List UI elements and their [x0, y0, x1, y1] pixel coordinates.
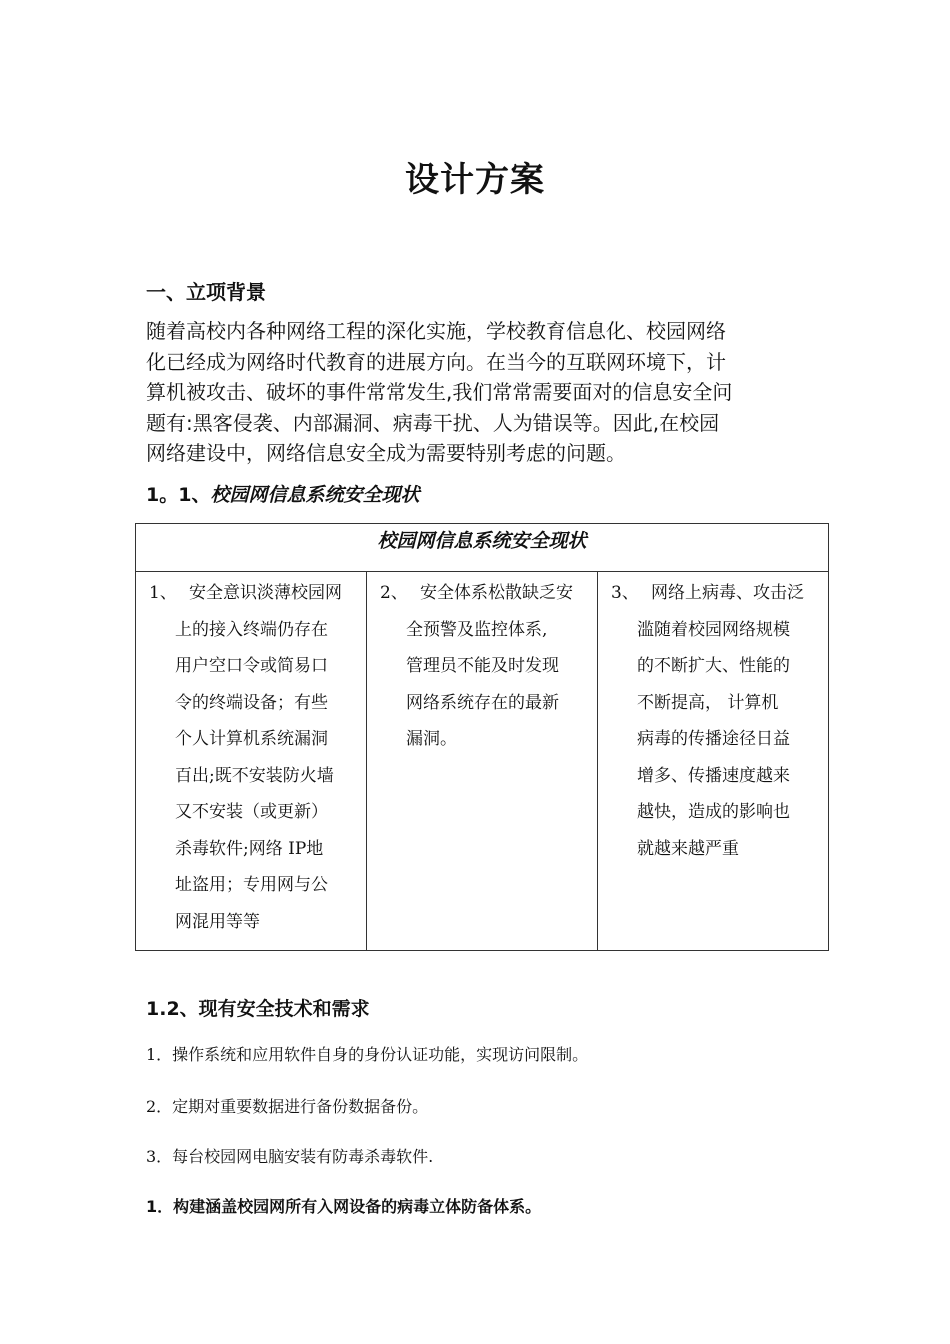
- paragraph-line: 随着高校内各种网络工程的深化实施，学校教育信息化、校园网络: [146, 319, 726, 343]
- list-item: 2．定期对重要数据进行备份数据备份。: [146, 1097, 429, 1116]
- table-cell: [136, 572, 367, 951]
- requirement-item: 1．构建涵盖校园网所有入网设备的病毒立体防备体系。: [146, 1197, 542, 1216]
- cell-line: 上的接入终端仍存在: [175, 619, 328, 640]
- cell-line: 个人计算机系统漏洞: [175, 729, 328, 749]
- item-number: 1、: [149, 583, 177, 603]
- cell-line: 就越来越严重: [637, 838, 739, 859]
- cell-line: 令的终端设备；有些: [175, 692, 328, 713]
- cell-line: 安全体系松散缺乏安: [420, 583, 573, 603]
- cell-line: 址盗用；专用网与公: [175, 875, 328, 895]
- background-paragraph: [146, 316, 818, 469]
- section-heading-1-2: 1.2、现有安全技术和需求: [146, 998, 370, 1020]
- paragraph-line: 网络建设中，网络信息安全成为需要特别考虑的问题。: [146, 441, 626, 465]
- cell-line: 滥随着校园网络规模: [637, 619, 790, 640]
- table-cell: [367, 572, 598, 951]
- item-number: 2、: [380, 583, 408, 603]
- cell-line: 不断提高， 计算机: [637, 692, 779, 713]
- section-heading-background: 一、立项背景: [146, 280, 266, 304]
- cell-line: 增多、传播速度越来: [637, 765, 790, 786]
- table-cell: [598, 572, 829, 951]
- cell-line: 又不安装（或更新）: [175, 802, 328, 822]
- table-header: 校园网信息系统安全现状: [136, 524, 829, 572]
- cell-line: 病毒的传播途径日益: [637, 729, 790, 749]
- cell-line: 用户空口令或简易口: [175, 656, 328, 676]
- section-title: 校园网信息系统安全现状: [210, 484, 420, 506]
- cell-line: 管理员不能及时发现: [406, 656, 559, 676]
- cell-line: 全预警及监控体系,: [406, 619, 548, 640]
- section-heading-1-1: [146, 480, 419, 507]
- cell-line: 漏洞。: [406, 729, 457, 749]
- cell-line: 网络上病毒、攻击泛: [651, 583, 804, 603]
- item-number: 3、: [611, 583, 639, 603]
- security-status-table: [135, 523, 829, 951]
- paragraph-line: 化已经成为网络时代教育的进展方向。在当今的互联网环境下，计: [146, 349, 726, 374]
- cell-line: 安全意识淡薄校园网: [189, 583, 342, 603]
- list-item: 1．操作系统和应用软件自身的身份认证功能，实现访问限制。: [146, 1045, 589, 1064]
- cell-line: 的不断扩大、性能的: [637, 656, 790, 676]
- cell-line: 杀毒软件;网络 IP地: [175, 838, 324, 859]
- cell-line: 网混用等等: [175, 911, 260, 932]
- paragraph-line: 算机被攻击、破坏的事件常常发生,我们常常需要面对的信息安全问: [146, 380, 733, 404]
- list-item: 3．每台校园网电脑安装有防毒杀毒软件.: [146, 1147, 434, 1166]
- cell-line: 越快，造成的影响也: [637, 802, 790, 822]
- cell-line: 百出;既不安装防火墙: [175, 765, 334, 786]
- section-number: 1。1、: [146, 484, 211, 506]
- page-title: 设计方案: [405, 160, 545, 200]
- paragraph-line: 题有:黑客侵袭、内部漏洞、病毒干扰、人为错误等。因此,在校园: [146, 410, 720, 435]
- cell-line: 网络系统存在的最新: [406, 692, 559, 713]
